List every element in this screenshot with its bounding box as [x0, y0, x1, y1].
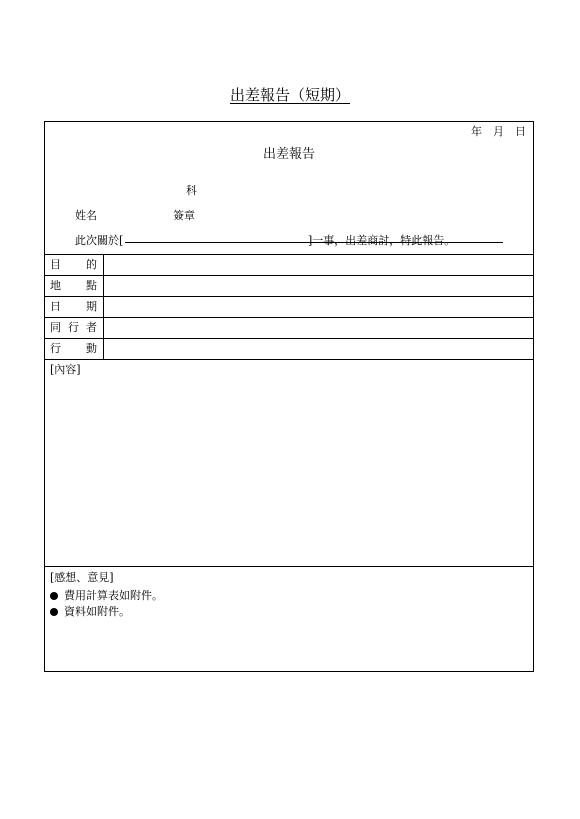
row-label-cell [45, 339, 104, 359]
row-value-companions[interactable] [104, 318, 533, 338]
document-title: 出差報告（短期） [229, 86, 350, 104]
report-form [44, 121, 534, 672]
info-table [45, 254, 533, 360]
row-label-cell [45, 297, 104, 317]
statement-prefix: 此次關於[ [75, 234, 124, 247]
form-heading: 出差報告 [262, 147, 315, 162]
row-label-companions: 同 行 者 [50, 321, 97, 334]
statement-suffix: ]一事，出差商討，特此報告。 [308, 234, 456, 247]
name-label: 姓名 [75, 209, 97, 222]
content-section[interactable] [45, 360, 533, 567]
row-label-activities: 行 動 [50, 342, 97, 355]
row-label-cell [45, 318, 104, 338]
list-item [50, 590, 163, 602]
date-label: 年 月 日 [471, 125, 526, 138]
table-row [45, 318, 533, 339]
row-value-purpose[interactable] [104, 255, 533, 275]
note-text: 費用計算表如附件。 [64, 589, 163, 602]
bullet-icon [50, 608, 58, 616]
row-label-purpose: 目 的 [50, 258, 97, 271]
row-value-activities[interactable] [104, 339, 533, 359]
table-row [45, 276, 533, 297]
signature-label: 簽章 [173, 209, 195, 222]
note-text: 資料如附件。 [64, 605, 130, 618]
row-value-date[interactable] [104, 297, 533, 317]
row-value-location[interactable] [104, 276, 533, 296]
list-item [50, 606, 130, 618]
table-row [45, 255, 533, 276]
table-row [45, 297, 533, 318]
content-label: [內容] [50, 363, 81, 376]
row-label-cell [45, 255, 104, 275]
row-label-date: 日 期 [50, 300, 97, 313]
title-wrap [0, 85, 580, 104]
table-row [45, 339, 533, 360]
row-label-cell [45, 276, 104, 296]
remarks-label: [感想、意見] [50, 571, 114, 584]
row-label-location: 地 點 [50, 279, 97, 292]
department-label: 科 [186, 184, 197, 197]
bullet-icon [50, 592, 58, 600]
heading-wrap [45, 143, 533, 162]
